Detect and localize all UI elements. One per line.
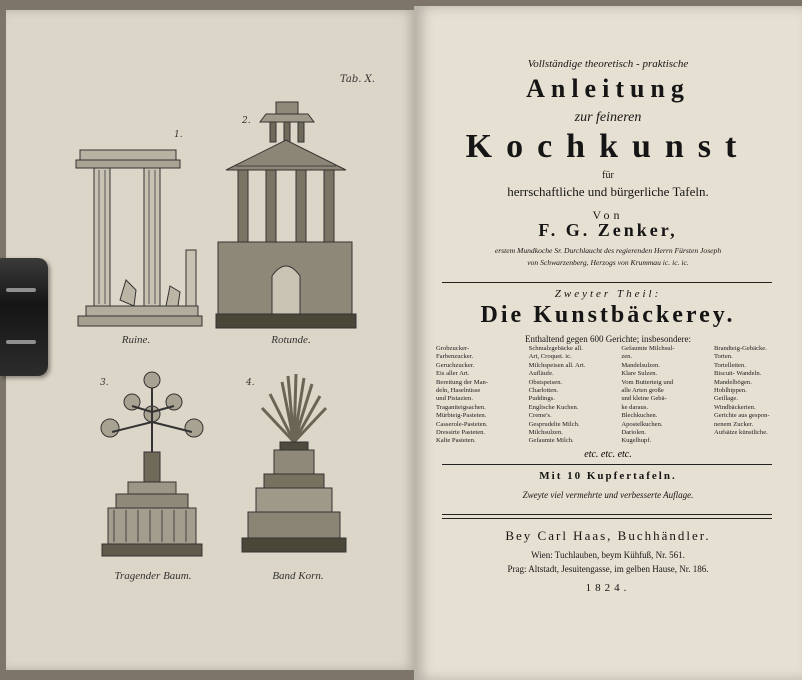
contents-item: Apostelkuchen. [621, 420, 663, 428]
pre-title: Vollständige theoretisch - praktische [527, 58, 689, 70]
title-line-4: für [602, 170, 614, 181]
contents-item: Brandteig-Gebäcke. [713, 345, 767, 352]
author-role-line-2: von Schwarzenberg, Herzogs von Krummau ic. ic. ic. [527, 258, 689, 267]
contents-item: Gerichte aus gespon- [713, 412, 770, 420]
contents-item: Tragantteigsachen. [436, 403, 486, 411]
contents-item: Dressirte Pasteten. [436, 429, 486, 437]
contents-item: Casserole-Pasteten. [436, 420, 488, 428]
edition-line: Zweyte viel vermehrte und verbesserte Auflage. [522, 490, 694, 500]
contents-item: Windbäckerien. [713, 403, 756, 411]
title-line-5: herrschaftliche und bürgerliche Tafeln. [507, 184, 709, 199]
contents-item: Vom Butterteig und [621, 378, 674, 386]
contents-item: Blechkuchen. [621, 412, 658, 420]
divider-rule-1 [442, 282, 772, 283]
contents-item: und Pistazien. [436, 395, 473, 403]
contents-item: Obstspeisen. [528, 378, 563, 386]
contents-item: Art, Croquet. ic. [528, 353, 572, 361]
contents-item: Eis aller Art. [436, 370, 470, 378]
contents-item: Aufläufe. [528, 370, 554, 378]
engraving-plate-page [6, 10, 416, 670]
figure-number-4: 4. [246, 378, 255, 388]
plate-label: Tab. X. [340, 74, 375, 85]
contents-item: Milchsulzen. [528, 429, 563, 437]
contents-item: deln, Haselnüsse [436, 387, 481, 395]
contents-item: zen. [621, 353, 633, 361]
ruin-illustration [66, 140, 196, 340]
bound-grain-illustration [234, 372, 354, 562]
figure-number-2: 2. [242, 116, 251, 126]
contents-item: Gefaumte Milch. [528, 437, 574, 445]
contents-item: und kleine Gebä- [621, 395, 667, 403]
contents-item: Grobzucker- [436, 345, 470, 352]
contents-item: Milchspeisen all. Art. [528, 361, 586, 369]
contents-item: Charlotten. [528, 387, 559, 395]
contents-item: nenem Zucker. [713, 420, 754, 428]
contents-item: Geruchzucker. [436, 361, 475, 369]
contents-item: Klare Sulzen. [621, 370, 658, 378]
author-name: F. G. Zenker, [538, 220, 678, 240]
contents-column-1 [436, 345, 504, 446]
contents-intro: Enthaltend gegen 600 Gerichte; insbesondere: [525, 334, 691, 344]
contents-item: ke daraus. [621, 403, 649, 411]
contents-item: Tortelletten. [713, 361, 746, 369]
by-line: Von [592, 208, 624, 222]
contents-item: Kugelhupf. [621, 437, 652, 445]
contents-item: Geillage. [713, 395, 738, 403]
volume-label: Zweyter Theil: [554, 288, 662, 300]
caption-rotunda: Rotunde. [271, 334, 311, 346]
contents-item: Puddings. [528, 395, 555, 403]
address-line-1: Wien: Tuchlauben, beym Kühfuß, Nr. 561. [531, 550, 685, 560]
contents-item: Creme's. [528, 412, 552, 420]
etc-line: etc. etc. etc. [584, 449, 632, 460]
address-line-2: Prag: Altstadt, Jesuitengasse, im gelben Hause, Nr. 186. [507, 564, 709, 574]
figure-number-1: 1. [174, 130, 183, 140]
contents-item: Englische Kuchen. [528, 403, 579, 411]
publisher-line: Bey Carl Haas, Buchhändler. [505, 528, 711, 543]
contents-item: Hohlhippen. [713, 387, 747, 395]
author-role-line-1: erstem Mundkoche Sr. Durchlaucht des regierenden Herrn Fürsten Joseph [494, 246, 722, 255]
volume-title: Die Kunstbäckerey. [480, 302, 736, 328]
contents-item: Gesprudelte Milch. [528, 420, 580, 428]
plates-line: Mit 10 Kupfertafeln. [539, 470, 677, 482]
contents-item: Mandelsulzen. [621, 361, 660, 369]
caption-bound-grain: Band Korn. [272, 570, 324, 582]
contents-list [436, 345, 782, 446]
figure-number-3: 3. [100, 378, 109, 388]
caption-supporting-tree: Tragender Baum. [114, 570, 192, 582]
contents-item: Biscuit- Wandeln. [713, 370, 762, 378]
contents-item: Gefaumte Milchsul- [621, 345, 675, 352]
contents-item: alle Arten große [621, 387, 664, 395]
contents-item: Kalte Pasteten. [436, 437, 476, 445]
contents-item: Mürbteig-Pasteten. [436, 412, 487, 420]
contents-item: Dariolen. [621, 429, 647, 437]
divider-rule-2 [442, 464, 772, 465]
contents-column-2 [529, 345, 597, 446]
contents-item: Aufsätze künstliche. [713, 429, 768, 437]
caption-ruin: Ruine. [121, 334, 151, 346]
contents-column-4 [714, 345, 782, 446]
title-line-3: Kochkunst [465, 128, 751, 165]
title-line-2: zur feineren [574, 110, 642, 125]
publication-year: 1824. [585, 582, 631, 594]
contents-item: Mandelbögen. [713, 378, 752, 386]
contents-item: Bereitung der Man- [436, 378, 488, 386]
contents-item: Farbenzucker. [436, 353, 474, 361]
title-line-1: Anleitung [526, 74, 690, 103]
contents-column-3 [621, 345, 689, 446]
title-page [414, 6, 802, 680]
divider-double-rule [442, 514, 772, 519]
contents-item: Schmalzgebäcke all. [528, 345, 583, 352]
supporting-tree-illustration [94, 372, 214, 562]
rotunda-illustration [216, 100, 356, 340]
binder-clip [0, 258, 48, 376]
contents-item: Torten. [713, 353, 733, 361]
